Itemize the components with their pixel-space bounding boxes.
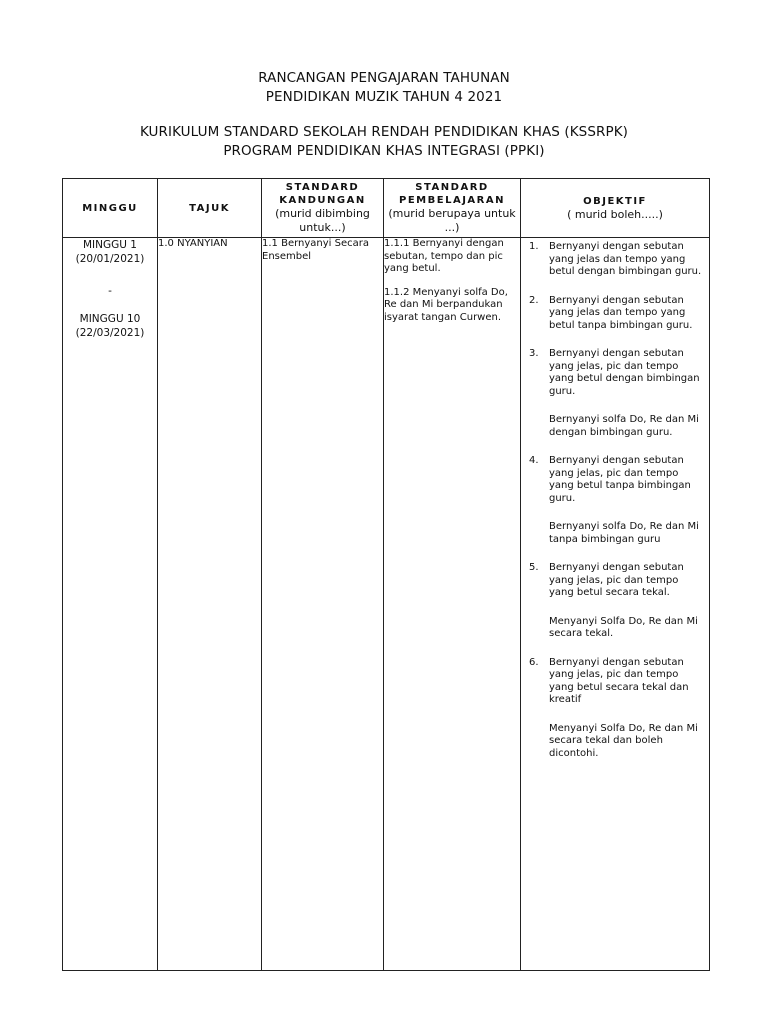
header-minggu: MINGGU bbox=[63, 179, 158, 238]
objektif-extra: Bernyanyi solfa Do, Re dan Mi tanpa bimbingan guru bbox=[549, 521, 699, 545]
objektif-item bbox=[521, 295, 705, 333]
document-title bbox=[0, 69, 768, 107]
header-sk-title: STANDARD KANDUNGAN bbox=[279, 182, 366, 206]
minggu-end-label: MINGGU 10 bbox=[79, 313, 141, 325]
objektif-text: Bernyanyi dengan sebutan yang jelas, pic dan tempo yang betul secara tekal dan kreatif bbox=[549, 656, 689, 705]
header-sk-sub: (murid dibimbing untuk...) bbox=[275, 207, 370, 234]
objektif-number: 3. bbox=[529, 348, 539, 359]
objektif-extra: Menyanyi Solfa Do, Re dan Mi secara tekal dan boleh dicontohi. bbox=[549, 722, 698, 759]
objektif-number: 1. bbox=[529, 241, 539, 252]
objektif-item bbox=[521, 241, 705, 279]
header-obj-sub: ( murid boleh.....) bbox=[567, 207, 663, 221]
header-objektif bbox=[521, 179, 710, 238]
minggu-start-label: MINGGU 1 bbox=[83, 239, 137, 251]
header-standard-kandungan bbox=[262, 179, 384, 238]
table-header-row bbox=[63, 179, 710, 238]
objektif-item bbox=[521, 657, 705, 761]
title-line-4: PROGRAM PENDIDIKAN KHAS INTEGRASI (PPKI) bbox=[223, 143, 545, 159]
objektif-list bbox=[521, 241, 709, 760]
objektif-text: Bernyanyi dengan sebutan yang jelas, pic dan tempo yang betul secara tekal. bbox=[549, 562, 684, 598]
objektif-item bbox=[521, 348, 705, 439]
objektif-text: Bernyanyi dengan sebutan yang jelas dan tempo yang betul dengan bimbingan guru. bbox=[549, 241, 702, 277]
objektif-number: 5. bbox=[529, 562, 539, 573]
title-line-3: KURIKULUM STANDARD SEKOLAH RENDAH PENDIDIKAN KHAS (KSSRPK) bbox=[139, 124, 629, 140]
standard-pembelajaran-item: 1.1.2 Menyanyi solfa Do, Re dan Mi berpandukan isyarat tangan Curwen. bbox=[384, 286, 508, 323]
objektif-item bbox=[521, 455, 705, 546]
cell-objektif bbox=[521, 238, 710, 971]
objektif-text: Bernyanyi dengan sebutan yang jelas, pic dan tempo yang betul dengan bimbingan guru. bbox=[549, 348, 700, 397]
header-sp-title: STANDARD PEMBELAJARAN bbox=[399, 182, 505, 206]
header-sp-sub: (murid berupaya untuk ...) bbox=[388, 207, 516, 234]
objektif-number: 6. bbox=[529, 656, 539, 668]
header-standard-pembelajaran bbox=[384, 179, 521, 238]
title-line-1: RANCANGAN PENGAJARAN TAHUNAN bbox=[258, 70, 510, 86]
cell-tajuk: 1.0 NYANYIAN bbox=[158, 238, 262, 971]
title-line-2: PENDIDIKAN MUZIK TAHUN 4 2021 bbox=[265, 89, 503, 105]
objektif-extra: Bernyanyi solfa Do, Re dan Mi dengan bimbingan guru. bbox=[549, 414, 699, 438]
minggu-separator: - bbox=[108, 285, 112, 297]
objektif-text: Bernyanyi dengan sebutan yang jelas, pic dan tempo yang betul tanpa bimbingan guru. bbox=[549, 455, 691, 504]
objektif-number: 4. bbox=[529, 455, 539, 466]
cell-minggu bbox=[63, 238, 158, 971]
document-subtitle bbox=[0, 123, 768, 161]
objektif-item bbox=[521, 562, 705, 641]
rpt-table bbox=[62, 178, 710, 971]
cell-standard-kandungan: 1.1 Bernyanyi Secara Ensembel bbox=[262, 238, 384, 971]
objektif-extra: Menyanyi Solfa Do, Re dan Mi secara tekal. bbox=[549, 615, 698, 639]
objektif-number: 2. bbox=[529, 294, 539, 306]
minggu-end-date: (22/03/2021) bbox=[75, 327, 145, 339]
cell-standard-pembelajaran bbox=[384, 238, 521, 971]
minggu-start-date: (20/01/2021) bbox=[75, 253, 145, 265]
header-tajuk: TAJUK bbox=[158, 179, 262, 238]
standard-pembelajaran-item: 1.1.1 Bernyanyi dengan sebutan, tempo dan pic yang betul. bbox=[384, 238, 504, 274]
header-obj-title: OBJEKTIF bbox=[583, 195, 647, 207]
objektif-text: Bernyanyi dengan sebutan yang jelas dan tempo yang betul tanpa bimbingan guru. bbox=[549, 294, 693, 331]
table-row bbox=[63, 238, 710, 971]
